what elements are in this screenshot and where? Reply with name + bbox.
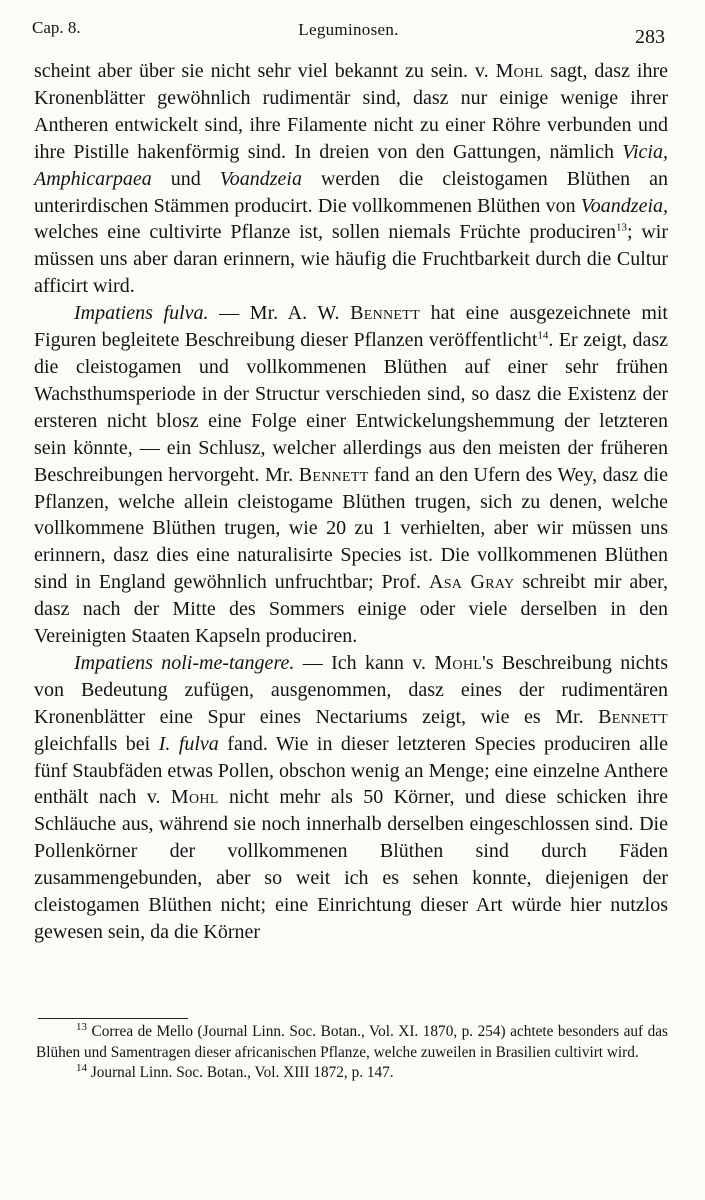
running-head	[32, 14, 665, 48]
footnote	[36, 1063, 668, 1084]
footnote	[36, 1022, 668, 1063]
footnote-marker: 14	[76, 1061, 87, 1074]
text-run: scheint aber über sie nicht sehr viel bekannt zu sein. v.	[34, 60, 496, 82]
author-name: Bennett	[350, 302, 420, 325]
text-run: ; wir müssen uns aber daran erinnern, wie häufig die Fruchtbarkeit durch die Cultur afficirt wird.	[34, 221, 668, 298]
author-name: Bennett	[298, 463, 369, 486]
italic-text: I. fulva	[158, 732, 219, 755]
text-run: fand. Wie in dieser letzteren Species produciren alle fünf Staubfäden etwas Pollen, obschon wenig an Menge; eine einzelne Anthere enthält nach v.	[34, 732, 668, 809]
running-title: Leguminosen.	[298, 20, 399, 39]
body-text	[34, 58, 668, 946]
text-run: welches eine cultivirte Pflanze ist, sollen niemals Früchte produciren	[34, 221, 616, 244]
page-number: 283	[635, 26, 665, 48]
footnote-divider	[38, 1018, 188, 1019]
footnote-marker: 13	[615, 221, 627, 234]
italic-text: Impatiens noli-me-tangere.	[74, 651, 295, 674]
chapter-label: Cap. 8.	[32, 18, 81, 37]
text-run: Journal Linn. Soc. Botan., Vol. XIII 1872, p. 147.	[87, 1064, 394, 1081]
text-run: und	[151, 167, 220, 190]
text-run: gleichfalls bei	[34, 732, 159, 755]
text-run: . Er zeigt, dasz die cleistogamen und vollkommenen Blüthen auf einer sehr frühen Wachsthumsperiode in der Structur verschieden sind, so dasz die Existenz der ersteren nicht blosz eine Folge einer Entwickelungshemmung der letzteren sein könnte, — ein Schlusz, welcher allerdings aus den meisten der früheren Beschreibungen hervorgeht. Mr.	[34, 329, 669, 486]
paragraph	[34, 650, 668, 946]
italic-text: Voandzeia	[219, 167, 302, 190]
paragraph	[34, 300, 668, 650]
footnote-marker: 13	[76, 1020, 87, 1033]
text-run: nicht mehr als 50 Körner, und diese schicken ihre Schläuche aus, während sie noch innerhalb derselben eingeschlossen sind. Die Pollenkörner der vollkommenen Blüthen sind durch Fäden zusammengebunden, aber so weit ich es sehen konnte, diejenigen der cleistogamen Blüthen nicht; eine Einrichtung dieser Art würde hier nutzlos gewesen sein, da die Körner	[34, 786, 668, 943]
text-run: werden die cleistogamen Blüthen an unterirdischen Stämmen producirt. Die vollkommenen Blüthen von	[34, 167, 668, 217]
text-run: 's Beschreibung nichts von Bedeutung zufügen, ausgenommen, dasz eines der rudimentären Kronenblätter eine Spur eines Nectariums zeigt, wie es Mr.	[34, 651, 668, 728]
italic-text: Impatiens fulva.	[74, 302, 209, 325]
text-run: — Mr. A. W.	[208, 302, 351, 325]
text-run: schreibt mir aber, dasz nach der Mitte des Sommers einige oder viele derselben in den Vereinigten Staaten Kapseln produciren.	[34, 571, 668, 648]
italic-text: Vicia, Amphicarpaea	[34, 140, 668, 190]
footnote-marker: 14	[537, 329, 549, 342]
text-run: hat eine ausgezeichnete mit Figuren begleitete Beschreibung dieser Pflanzen veröffentlicht	[34, 302, 668, 352]
author-name: Mohl	[434, 651, 483, 674]
author-name: Mohl	[495, 60, 544, 82]
author-name: Bennett	[598, 705, 668, 728]
author-name: Mohl	[170, 786, 219, 809]
footnotes	[36, 1022, 668, 1084]
author-name: Asa Gray	[428, 571, 515, 594]
text-run: sagt, dasz ihre Kronenblätter gewöhnlich rudimentär sind, dasz nur einige wenige ihrer Antheren entwickelt sind, ihre Filamente nicht zu einer Röhre verbunden und ihre Pistille hakenförmig sind. In dreien von den Gattungen, nämlich	[34, 60, 668, 163]
text-run: — Ich kann v.	[294, 651, 435, 674]
paragraph	[34, 58, 668, 300]
text-run: fand an den Ufern des Wey, dasz die Pflanzen, welche allein cleistogame Blüthen trugen, sich zu denen, welche vollkommene Blüthen trugen, wie 20 zu 1 verhielten, aber wir müssen uns erinnern, dasz dies eine naturalisirte Species ist. Die vollkommenen Blüthen sind in England gewöhnlich unfruchtbar; Prof.	[34, 463, 668, 594]
text-run: Correa de Mello (Journal Linn. Soc. Botan., Vol. XI. 1870, p. 254) achtete besonders auf das Blühen und Samentragen dieser africanischen Pflanze, welche zuweilen in Brasilien cultivirt wird.	[36, 1023, 668, 1061]
italic-text: Voandzeia,	[580, 194, 668, 217]
